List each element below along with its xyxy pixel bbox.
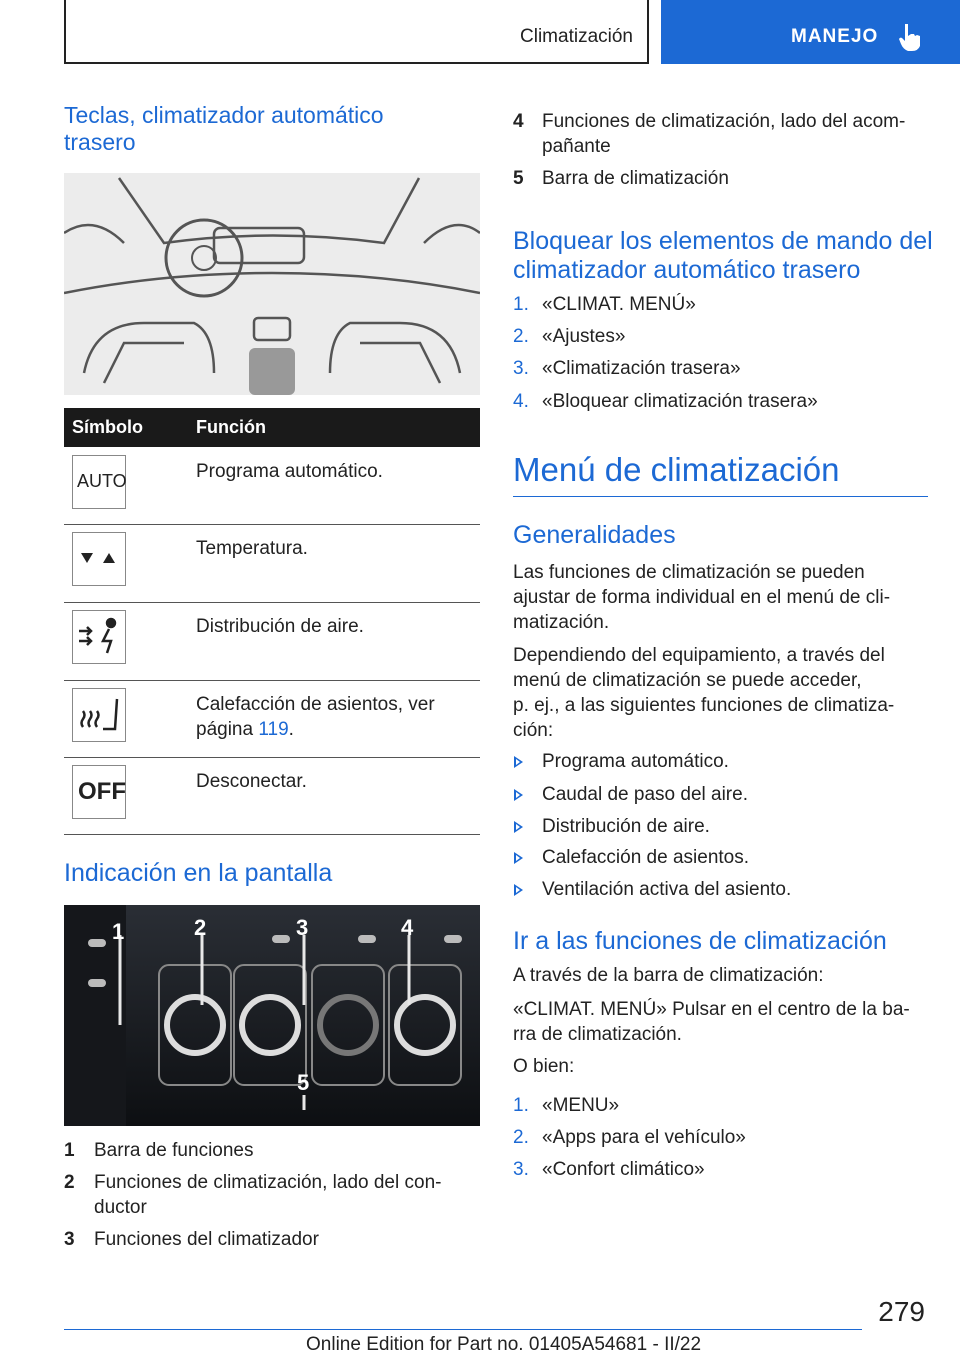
off-button-icon: OFF bbox=[72, 765, 126, 819]
heading-rear-climate-keys: Teclas, climatizador automático trasero bbox=[64, 102, 384, 155]
step-num: 2. bbox=[513, 326, 529, 347]
page-link-119[interactable]: 119 bbox=[258, 719, 289, 740]
table-row bbox=[64, 680, 480, 758]
function-text: Programa automático. bbox=[196, 461, 383, 482]
heading-lock-controls: Bloquear los elementos de mando del climatizador automático trasero bbox=[513, 227, 933, 284]
legend-num: 1 bbox=[64, 1140, 75, 1161]
legend-text: Barra de funciones bbox=[94, 1140, 254, 1161]
step-text: «Apps para el vehículo» bbox=[542, 1127, 746, 1148]
table-row bbox=[64, 602, 480, 681]
heading-rule bbox=[513, 496, 928, 497]
screen-label-3: 3 bbox=[296, 915, 309, 940]
step-num: 3. bbox=[513, 358, 529, 379]
general-paragraph-2: Dependiendo del equipamiento, a través del menú de climatización se puede acceder, p. ej., a las siguientes funciones de climatiza- ción: bbox=[513, 645, 895, 741]
legend-num: 3 bbox=[64, 1229, 75, 1250]
step-num: 4. bbox=[513, 391, 529, 412]
col-function: Función bbox=[196, 417, 266, 437]
step-text: «Climatización trasera» bbox=[542, 358, 741, 379]
legend-num: 2 bbox=[64, 1172, 75, 1193]
function-text: Distribución de aire. bbox=[196, 616, 364, 637]
legend-num: 5 bbox=[513, 168, 524, 189]
goto-paragraph-3: O bien: bbox=[513, 1056, 575, 1077]
air-distribution-icon bbox=[72, 610, 126, 664]
screen-label-2: 2 bbox=[194, 915, 207, 940]
dashboard-drawing bbox=[64, 173, 480, 395]
edition-note: Online Edition for Part no. 01405A54681 - II/22 bbox=[306, 1334, 702, 1355]
heading-display-indication: Indicación en la pantalla bbox=[64, 859, 333, 887]
dashboard-illustration bbox=[64, 173, 480, 395]
chapter-tab[interactable] bbox=[661, 0, 960, 64]
step-text: «Ajustes» bbox=[542, 326, 626, 347]
col-symbol: Símbolo bbox=[72, 417, 143, 437]
bullet-text: Distribución de aire. bbox=[542, 816, 710, 837]
bullet-icon bbox=[514, 789, 523, 801]
table-row bbox=[64, 447, 480, 525]
legend-num: 4 bbox=[513, 111, 524, 132]
step-num: 2. bbox=[513, 1127, 529, 1148]
heading-climate-menu: Menú de climatización bbox=[513, 451, 840, 488]
bullet-text: Programa automático. bbox=[542, 751, 729, 772]
step-text: «Confort climático» bbox=[542, 1159, 705, 1180]
step-num: 3. bbox=[513, 1159, 529, 1180]
step-num: 1. bbox=[513, 294, 529, 315]
bullet-text: Caudal de paso del aire. bbox=[542, 784, 748, 805]
legend-text: Funciones del climatizador bbox=[94, 1229, 319, 1250]
legend-text: Barra de climatización bbox=[542, 168, 729, 189]
heading-goto-functions: Ir a las funciones de climatización bbox=[513, 927, 887, 955]
legend-text-cont: ductor bbox=[94, 1197, 147, 1218]
screen-label-1: 1 bbox=[112, 919, 125, 944]
hand-pointer-icon bbox=[897, 22, 923, 52]
legend-text: Funciones de climatización, lado del acom- bbox=[542, 111, 906, 132]
bullet-icon bbox=[514, 884, 523, 896]
step-num: 1. bbox=[513, 1095, 529, 1116]
goto-paragraph-1: A través de la barra de climatización: bbox=[513, 965, 824, 986]
function-text: Desconectar. bbox=[196, 771, 307, 792]
step-text: «Bloquear climatización trasera» bbox=[542, 391, 818, 412]
step-text: «CLIMAT. MENÚ» bbox=[542, 294, 696, 315]
bullet-icon bbox=[514, 756, 523, 768]
step-text: «MENU» bbox=[542, 1095, 620, 1116]
temperature-arrows-icon bbox=[72, 532, 126, 586]
bullet-icon bbox=[514, 821, 523, 833]
table-row bbox=[64, 757, 480, 835]
table-header bbox=[64, 408, 480, 447]
chapter-label: MANEJO bbox=[791, 26, 879, 47]
page-number: 279 bbox=[878, 1296, 925, 1327]
legend-text-cont: pañante bbox=[542, 136, 611, 157]
seat-heating-icon bbox=[72, 688, 126, 742]
screen-label-4: 4 bbox=[401, 915, 414, 940]
screen-label-5: 5 bbox=[297, 1070, 310, 1095]
section-title: Climatización bbox=[520, 26, 633, 47]
footer-rule bbox=[64, 1329, 862, 1330]
function-text: Temperatura. bbox=[196, 538, 308, 559]
header-section-box bbox=[64, 0, 649, 64]
bullet-text: Ventilación activa del asiento. bbox=[542, 879, 792, 900]
table-row bbox=[64, 524, 480, 603]
general-paragraph-1: Las funciones de climatización se pueden ajustar de forma individual en el menú de cli- matización. bbox=[513, 562, 891, 633]
auto-button-icon: AUTO bbox=[72, 455, 126, 509]
bullet-text: Calefacción de asientos. bbox=[542, 847, 750, 868]
climate-screen-image bbox=[64, 905, 480, 1126]
heading-general: Generalidades bbox=[513, 521, 676, 549]
legend-text: Funciones de climatización, lado del con- bbox=[94, 1172, 442, 1193]
goto-paragraph-2: «CLIMAT. MENÚ» Pulsar en el centro de la ba- rra de climatización. bbox=[513, 999, 910, 1045]
bullet-icon bbox=[514, 852, 523, 864]
function-text: Calefacción de asientos, ver página 119. bbox=[196, 694, 435, 740]
